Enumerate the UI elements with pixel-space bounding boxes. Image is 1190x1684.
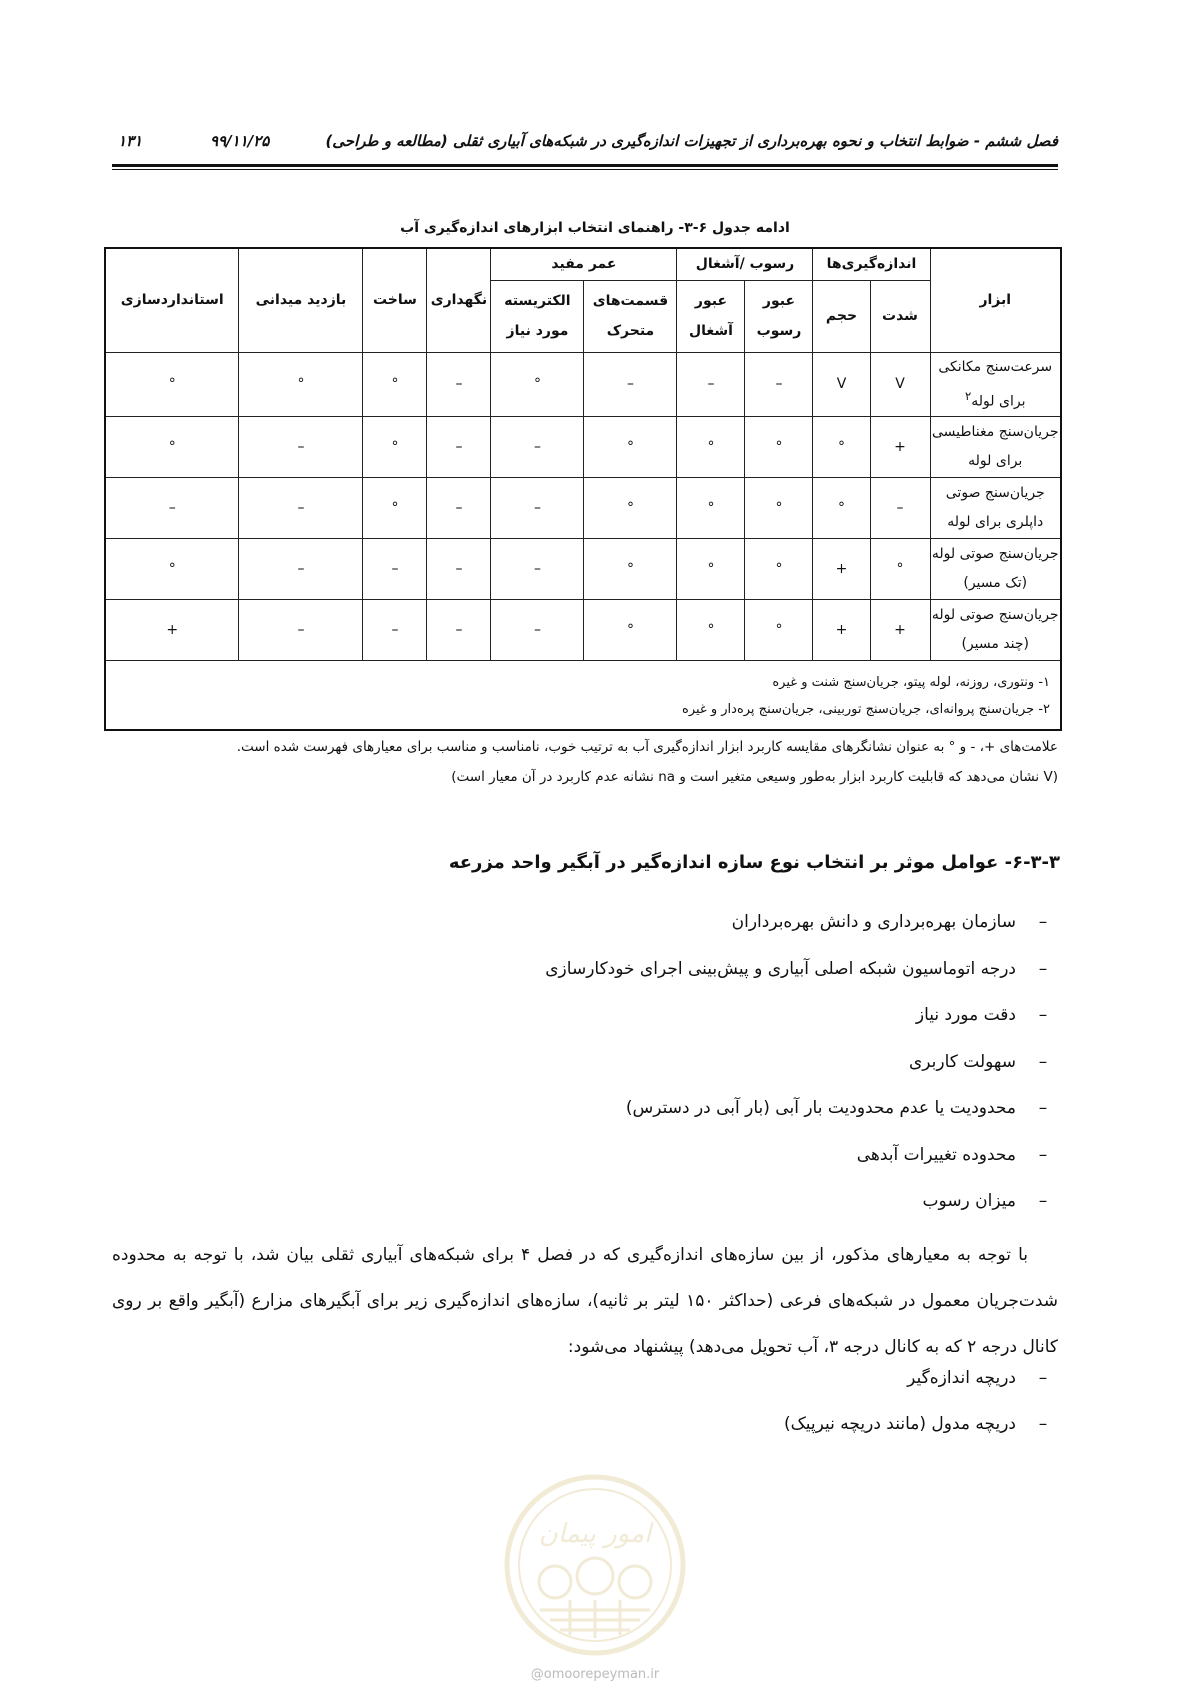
cell-field-visit: – [239, 417, 363, 478]
cell-pass-sediment: – [745, 352, 813, 417]
cell-standardization: + [105, 600, 239, 661]
cell-maintenance: – [427, 478, 491, 539]
instrument-selection-table [104, 247, 1062, 731]
header-pass-debris: عبور آشغال [677, 280, 745, 352]
table-row [105, 352, 1061, 417]
cell-pass-sediment: ° [745, 539, 813, 600]
table-note: ۱- ونتوری، روزنه، لوله پیتو، جریان‌سنج شنت و غیره [772, 675, 1050, 691]
cell-standardization: – [105, 478, 239, 539]
list-item: – دریچه اندازه‌گیر [784, 1364, 1058, 1410]
tool-name-line1: سرعت‌سنج مکانکی [938, 358, 1053, 375]
cell-field-visit: – [239, 539, 363, 600]
header-moving-parts: قسمت‌های متحرک [584, 280, 677, 352]
cell-electricity: ° [491, 352, 584, 417]
running-header [112, 132, 1058, 154]
cell-moving-parts: ° [584, 600, 677, 661]
cell-volume: + [813, 539, 870, 600]
tool-name [930, 417, 1061, 478]
body-paragraph: با توجه به معیارهای مذکور، از بین سازه‌های اندازه‌گیری که در فصل ۴ برای شبکه‌های آبیاری ثقلی بیان شد، با توجه به محدوده شدت‌جریان معمول در شبکه‌های فرعی (حداکثر ۱۵۰ لیتر بر ثانیه)، سازه‌های اندازه‌گیری زیر برای آبگیرهای مزارع (آبگیر واقع بر روی کانال درجه ۲ که به کانال درجه ۳، آب تحویل می‌دهد) پیشنهاد می‌شود: [112, 1245, 1058, 1357]
tool-name [930, 478, 1061, 539]
list-item: – سهولت کاربری [545, 1048, 1058, 1095]
cell-electricity: – [491, 539, 584, 600]
header-construction: ساخت [363, 248, 427, 352]
tool-name-line1: جریان‌سنج صوتی [945, 485, 1045, 502]
structures-list [784, 1364, 1058, 1456]
cell-electricity: – [491, 417, 584, 478]
cell-pass-debris: ° [677, 478, 745, 539]
table-note: ۲- جریان‌سنج پروانه‌ای، جریان‌سنج توربینی، جریان‌سنج پره‌دار و غیره [682, 702, 1050, 718]
table-row [105, 417, 1061, 478]
cell-construction: ° [363, 352, 427, 417]
list-item: – درجه اتوماسیون شبکه اصلی آبیاری و پیش‌بینی اجرای خودکارسازی [545, 955, 1058, 1002]
header-date: ۹۹/۱۱/۲۵ [210, 132, 270, 150]
list-item: – سازمان بهره‌برداری و دانش بهره‌برداران [545, 908, 1058, 955]
cell-moving-parts: ° [584, 539, 677, 600]
list-item: – محدوده تغییرات آبدهی [545, 1141, 1058, 1188]
tool-name [930, 539, 1061, 600]
cell-pass-debris: ° [677, 539, 745, 600]
cell-volume: ° [813, 417, 870, 478]
header-maintenance: نگهداری [427, 248, 491, 352]
tool-name-line2: برای لوله [971, 393, 1026, 410]
cell-intensity: V [870, 352, 930, 417]
cell-maintenance: – [427, 600, 491, 661]
header-intensity: شدت [870, 280, 930, 352]
cell-pass-sediment: ° [745, 478, 813, 539]
header-field-visit: بازدید میدانی [239, 248, 363, 352]
tool-footnote-mark: ۲ [965, 388, 972, 403]
header-rule-thin [112, 169, 1058, 170]
list-item: – دقت مورد نیاز [545, 1001, 1058, 1048]
cell-field-visit: – [239, 478, 363, 539]
tool-name-line2: (تک مسیر) [963, 575, 1028, 592]
tool-name-line1: جریان‌سنج مغناطیسی [931, 424, 1059, 441]
header-electricity: الکتریسته مورد نیاز [491, 280, 584, 352]
cell-maintenance: – [427, 417, 491, 478]
tool-name-line1: جریان‌سنج صوتی لوله [931, 546, 1059, 563]
header-sediment: رسوب /آشغال [677, 248, 813, 280]
header-measurements: اندازه‌گیری‌ها [813, 248, 930, 280]
cell-construction: – [363, 539, 427, 600]
tool-name-line2: داپلری برای لوله [947, 514, 1044, 531]
cell-intensity: ° [870, 539, 930, 600]
watermark-logo-text: امور پیمان [538, 1519, 652, 1549]
header-title: فصل ششم - ضوابط انتخاب و نحوه بهره‌برداری از تجهیزات اندازه‌گیری در شبکه‌های آبیاری ثقلی (مطالعه و طراحی) [325, 132, 1058, 150]
header-volume: حجم [813, 280, 870, 352]
cell-construction: ° [363, 417, 427, 478]
cell-maintenance: – [427, 539, 491, 600]
cell-volume: V [813, 352, 870, 417]
cell-intensity: – [870, 478, 930, 539]
criteria-list [545, 908, 1058, 1234]
tool-name-line1: جریان‌سنج صوتی لوله [931, 607, 1059, 624]
header-rule-thick [112, 164, 1058, 167]
cell-pass-debris: ° [677, 417, 745, 478]
cell-standardization: ° [105, 539, 239, 600]
legend-line: علامت‌های +، - و ° به عنوان نشانگرهای مقایسه کاربرد ابزار اندازه‌گیری آب به ترتیب خوب، نامناسب و مناسب برای معیارهای فهرست شده است. [236, 739, 1058, 755]
cell-construction: – [363, 600, 427, 661]
tool-name-line2: (چند مسیر) [961, 636, 1030, 653]
legend-line: (V نشان می‌دهد که قابلیت کاربرد ابزار به‌طور وسیعی متغیر است و na نشانه عدم کاربرد در آن معیار است) [451, 769, 1058, 785]
table-notes-row [105, 661, 1061, 731]
table-notes [105, 661, 1061, 731]
cell-maintenance: – [427, 352, 491, 417]
cell-pass-sediment: ° [745, 417, 813, 478]
cell-pass-debris: – [677, 352, 745, 417]
tool-name [930, 352, 1061, 417]
cell-standardization: ° [105, 417, 239, 478]
table-container [104, 247, 1062, 731]
list-item: – دریچه مدول (مانند دریچه نیرپیک) [784, 1410, 1058, 1456]
cell-electricity: – [491, 600, 584, 661]
table-caption: ادامه جدول ۶-۳- راهنمای انتخاب ابزارهای اندازه‌گیری آب [400, 220, 790, 236]
tool-name-line2: برای لوله [968, 453, 1023, 470]
cell-pass-debris: ° [677, 600, 745, 661]
header-useful-life: عمر مفید [491, 248, 677, 280]
header-tool: ابزار [930, 248, 1061, 352]
table-row [105, 478, 1061, 539]
cell-intensity: + [870, 417, 930, 478]
table-row [105, 600, 1061, 661]
cell-field-visit: – [239, 600, 363, 661]
cell-volume: ° [813, 478, 870, 539]
page-number: ۱۳۱ [118, 132, 143, 150]
watermark-url: @omoorepeyman.ir [530, 1667, 660, 1682]
section-heading: ۶-۳-۳- عوامل موثر بر انتخاب نوع سازه اندازه‌گیر در آبگیر واحد مزرعه [448, 852, 1060, 873]
cell-pass-sediment: ° [745, 600, 813, 661]
table-row [105, 539, 1061, 600]
cell-moving-parts: ° [584, 417, 677, 478]
watermark-logo [500, 1470, 690, 1660]
cell-moving-parts: ° [584, 478, 677, 539]
header-standardization: استانداردسازی [105, 248, 239, 352]
cell-moving-parts: – [584, 352, 677, 417]
list-item: – محدودیت یا عدم محدودیت بار آبی (بار آبی در دسترس) [545, 1094, 1058, 1141]
cell-intensity: + [870, 600, 930, 661]
cell-construction: ° [363, 478, 427, 539]
cell-volume: + [813, 600, 870, 661]
symbol-legend [112, 732, 1058, 792]
tool-name [930, 600, 1061, 661]
list-item: – میزان رسوب [545, 1187, 1058, 1234]
cell-standardization: ° [105, 352, 239, 417]
cell-field-visit: ° [239, 352, 363, 417]
cell-electricity: – [491, 478, 584, 539]
header-pass-sediment: عبور رسوب [745, 280, 813, 352]
